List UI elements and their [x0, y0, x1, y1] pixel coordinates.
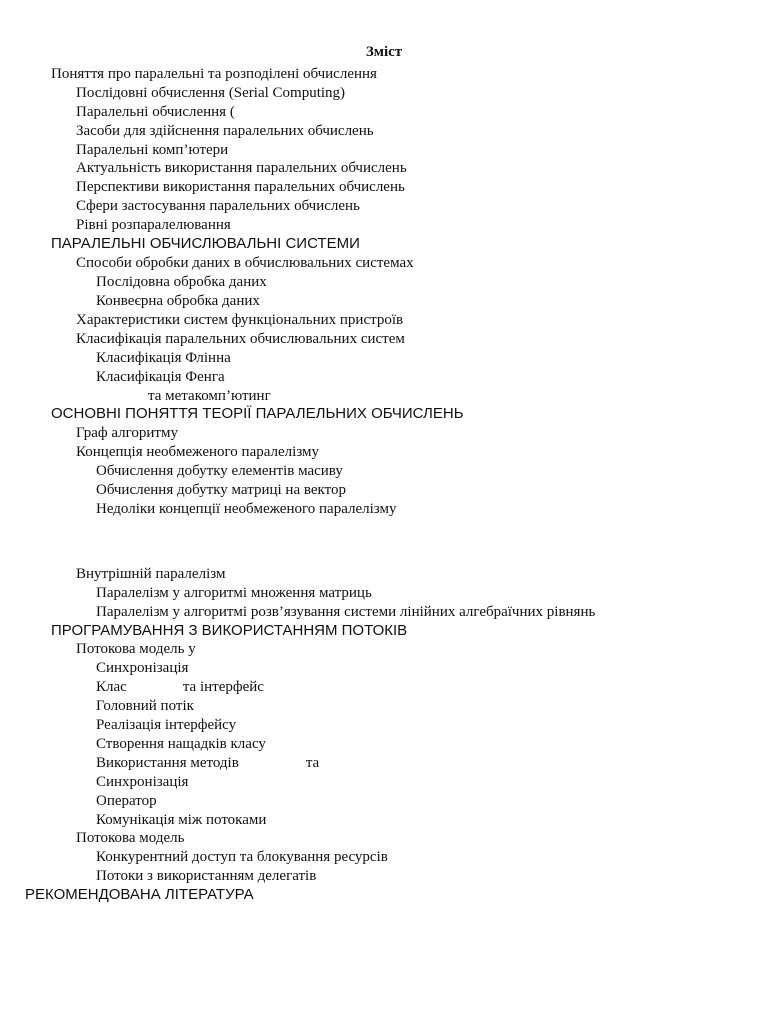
toc-entry[interactable]: Паралельні обчислення (	[76, 104, 235, 120]
toc-entry[interactable]: Поняття про паралельні та розподілені обчислення	[51, 66, 377, 82]
toc-entry[interactable]: Потокова модель у	[76, 641, 196, 657]
toc-entry[interactable]: Потокова модель	[76, 830, 185, 846]
toc-entry[interactable]: Недоліки концепції необмеженого паралелізму	[96, 501, 397, 517]
toc-entry[interactable]: Послідовні обчислення (Serial Computing)	[76, 85, 346, 101]
toc-entry-part: Клас	[96, 679, 127, 695]
toc-entry[interactable]: Класифікація Фенга	[96, 369, 225, 385]
toc-entry[interactable]: Реалізація інтерфейсу	[96, 717, 237, 733]
toc-section-heading[interactable]: РЕКОМЕНДОВАНА ЛІТЕРАТУРА	[25, 886, 254, 903]
toc-entry[interactable]: Перспективи використання паралельних обчислень	[76, 179, 405, 195]
toc-entry[interactable]: Актуальність використання паралельних обчислень	[76, 160, 407, 176]
toc-entry[interactable]: Послідовна обробка даних	[96, 274, 267, 290]
toc-entry[interactable]: Обчислення добутку матриці на вектор	[96, 482, 346, 498]
toc-entry[interactable]: Паралелізм у алгоритмі розв’язування системи лінійних алгебраїчних рівнянь	[96, 604, 596, 620]
toc-entry[interactable]: Синхронізація	[96, 660, 189, 676]
toc-entry-part: Використання методів	[96, 755, 239, 771]
toc-entry[interactable]: Головний потік	[96, 698, 194, 714]
toc-entry-part: та інтерфейс	[182, 679, 264, 695]
toc-entry[interactable]: Внутрішній паралелізм	[76, 566, 226, 582]
toc-entry[interactable]: Способи обробки даних в обчислювальних системах	[76, 255, 414, 271]
toc-title: Зміст	[365, 44, 403, 60]
toc-entry[interactable]: Концепція необмеженого паралелізму	[76, 444, 320, 460]
toc-entry[interactable]: Оператор	[96, 793, 157, 809]
toc-entry[interactable]: Синхронізація	[96, 774, 189, 790]
toc-entry[interactable]: Класифікація Флінна	[96, 350, 231, 366]
toc-entry[interactable]: Обчислення добутку елементів масиву	[96, 463, 343, 479]
toc-entry[interactable]: Потоки з використанням делегатів	[96, 868, 317, 884]
toc-entry[interactable]: Паралелізм у алгоритмі множення матриць	[96, 585, 372, 601]
toc-entry-part: та	[305, 755, 320, 771]
toc-entry[interactable]: Конкурентний доступ та блокування ресурсів	[96, 849, 388, 865]
toc-entry[interactable]: Засоби для здійснення паралельних обчислень	[76, 123, 374, 139]
toc-entry[interactable]: Комунікація між потоками	[96, 812, 267, 828]
toc-entry[interactable]: Створення нащадків класу	[96, 736, 266, 752]
toc-section-heading[interactable]: ПРОГРАМУВАННЯ З ВИКОРИСТАННЯМ ПОТОКІВ	[51, 622, 408, 639]
toc-entry[interactable]	[96, 754, 319, 772]
toc-entry[interactable]: та метакомп’ютинг	[148, 388, 271, 404]
toc-entry[interactable]: Сфери застосування паралельних обчислень	[76, 198, 360, 214]
toc-entry[interactable]: Граф алгоритму	[76, 425, 178, 441]
toc-section-heading[interactable]: ОСНОВНІ ПОНЯТТЯ ТЕОРІЇ ПАРАЛЕЛЬНИХ ОБЧИСЛЕНЬ	[51, 405, 464, 422]
toc-section-heading[interactable]: ПАРАЛЕЛЬНІ ОБЧИСЛЮВАЛЬНІ СИСТЕМИ	[51, 235, 360, 252]
toc-entry[interactable]	[96, 678, 264, 696]
toc-entry[interactable]: Паралельні комп’ютери	[76, 142, 229, 158]
toc-entry[interactable]: Характеристики систем функціональних пристроїв	[76, 312, 404, 328]
toc-entry[interactable]: Рівні розпаралелювання	[76, 217, 231, 233]
toc-entry[interactable]: Конвеєрна обробка даних	[96, 293, 260, 309]
toc-entry[interactable]: Класифікація паралельних обчислювальних систем	[76, 331, 405, 347]
